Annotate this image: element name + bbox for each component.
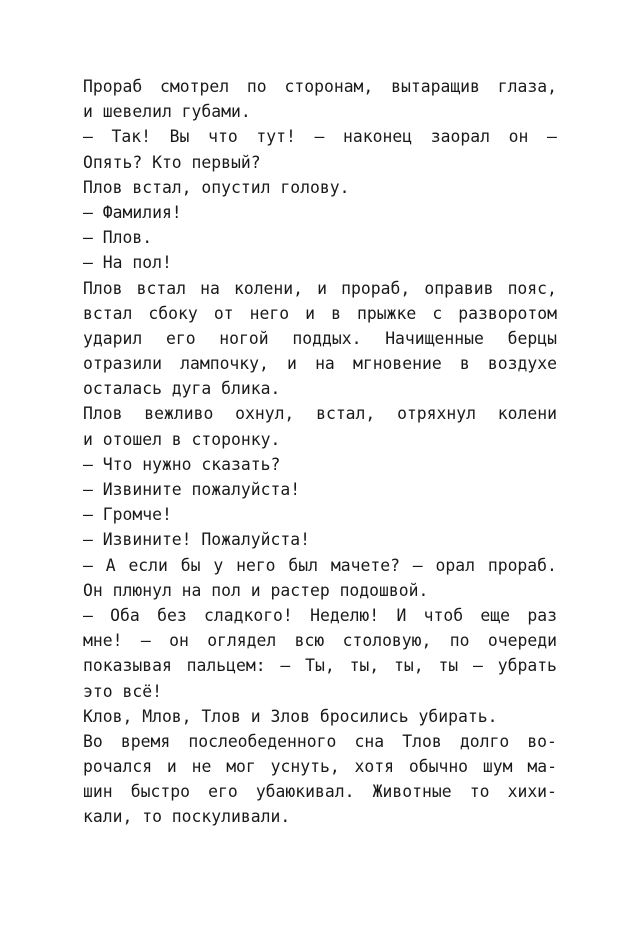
text-line: — Плов. xyxy=(83,228,153,248)
text-line: — Что нужно сказать? xyxy=(83,454,281,474)
text-line: Прораб смотрел по сторонам, вытаращив глаза, xyxy=(83,77,557,96)
text-line: Опять? Кто первый? xyxy=(83,152,261,172)
text-line: мне! — он оглядел всю столовую, по очереди xyxy=(83,631,557,651)
text-line: — Извините пожалуйста! xyxy=(83,480,301,499)
text-line: кали, то поскуливали. xyxy=(83,807,291,827)
text-line: — А если бы у него был мачете? — орал прораб. xyxy=(83,555,557,575)
text-line: показывая пальцем: — Ты, ты, ты, ты — убрать xyxy=(83,656,557,676)
text-line: Клов, Млов, Тлов и Злов бросились убирать. xyxy=(83,706,498,726)
text-line: Он плюнул на пол и растер подошвой. xyxy=(83,580,429,600)
text-line: и шевелил губами. xyxy=(83,102,251,122)
text-line: — Так! Вы что тут! — наконец заорал он — xyxy=(83,127,557,147)
text-line: — Громче! xyxy=(83,505,172,525)
text-line: Плов встал, опустил голову. xyxy=(83,177,350,197)
text-line: Плов встал на колени, и прораб, оправив пояс, xyxy=(83,278,557,298)
text-line: ударил его ногой поддых. Начищенные берцы xyxy=(83,328,557,348)
text-line: это всё! xyxy=(83,681,162,701)
text-line: и отошел в сторонку. xyxy=(83,429,281,449)
text-line: — Оба без сладкого! Неделю! И чтоб еще раз xyxy=(83,605,557,625)
text-line: — Извините! Пожалуйста! xyxy=(83,530,310,550)
text-line: отразили лампочку, и на мгновение в воздухе xyxy=(83,354,557,374)
text-line: — На пол! xyxy=(83,253,172,273)
text-line: встал сбоку от него и в прыжке с разворотом xyxy=(83,303,557,323)
text-line: осталась дуга блика. xyxy=(83,379,281,399)
body-text xyxy=(83,74,557,830)
text-line: — Фамилия! xyxy=(83,202,182,222)
text-line: рочался и не мог уснуть, хотя обычно шум ма- xyxy=(83,757,557,777)
text-line: шин быстро его убаюкивал. Животные то хихи- xyxy=(83,782,557,802)
text-line: Плов вежливо охнул, встал, отряхнул колени xyxy=(83,404,557,424)
text-line: Во время послеобеденного сна Тлов долго во- xyxy=(83,731,557,751)
